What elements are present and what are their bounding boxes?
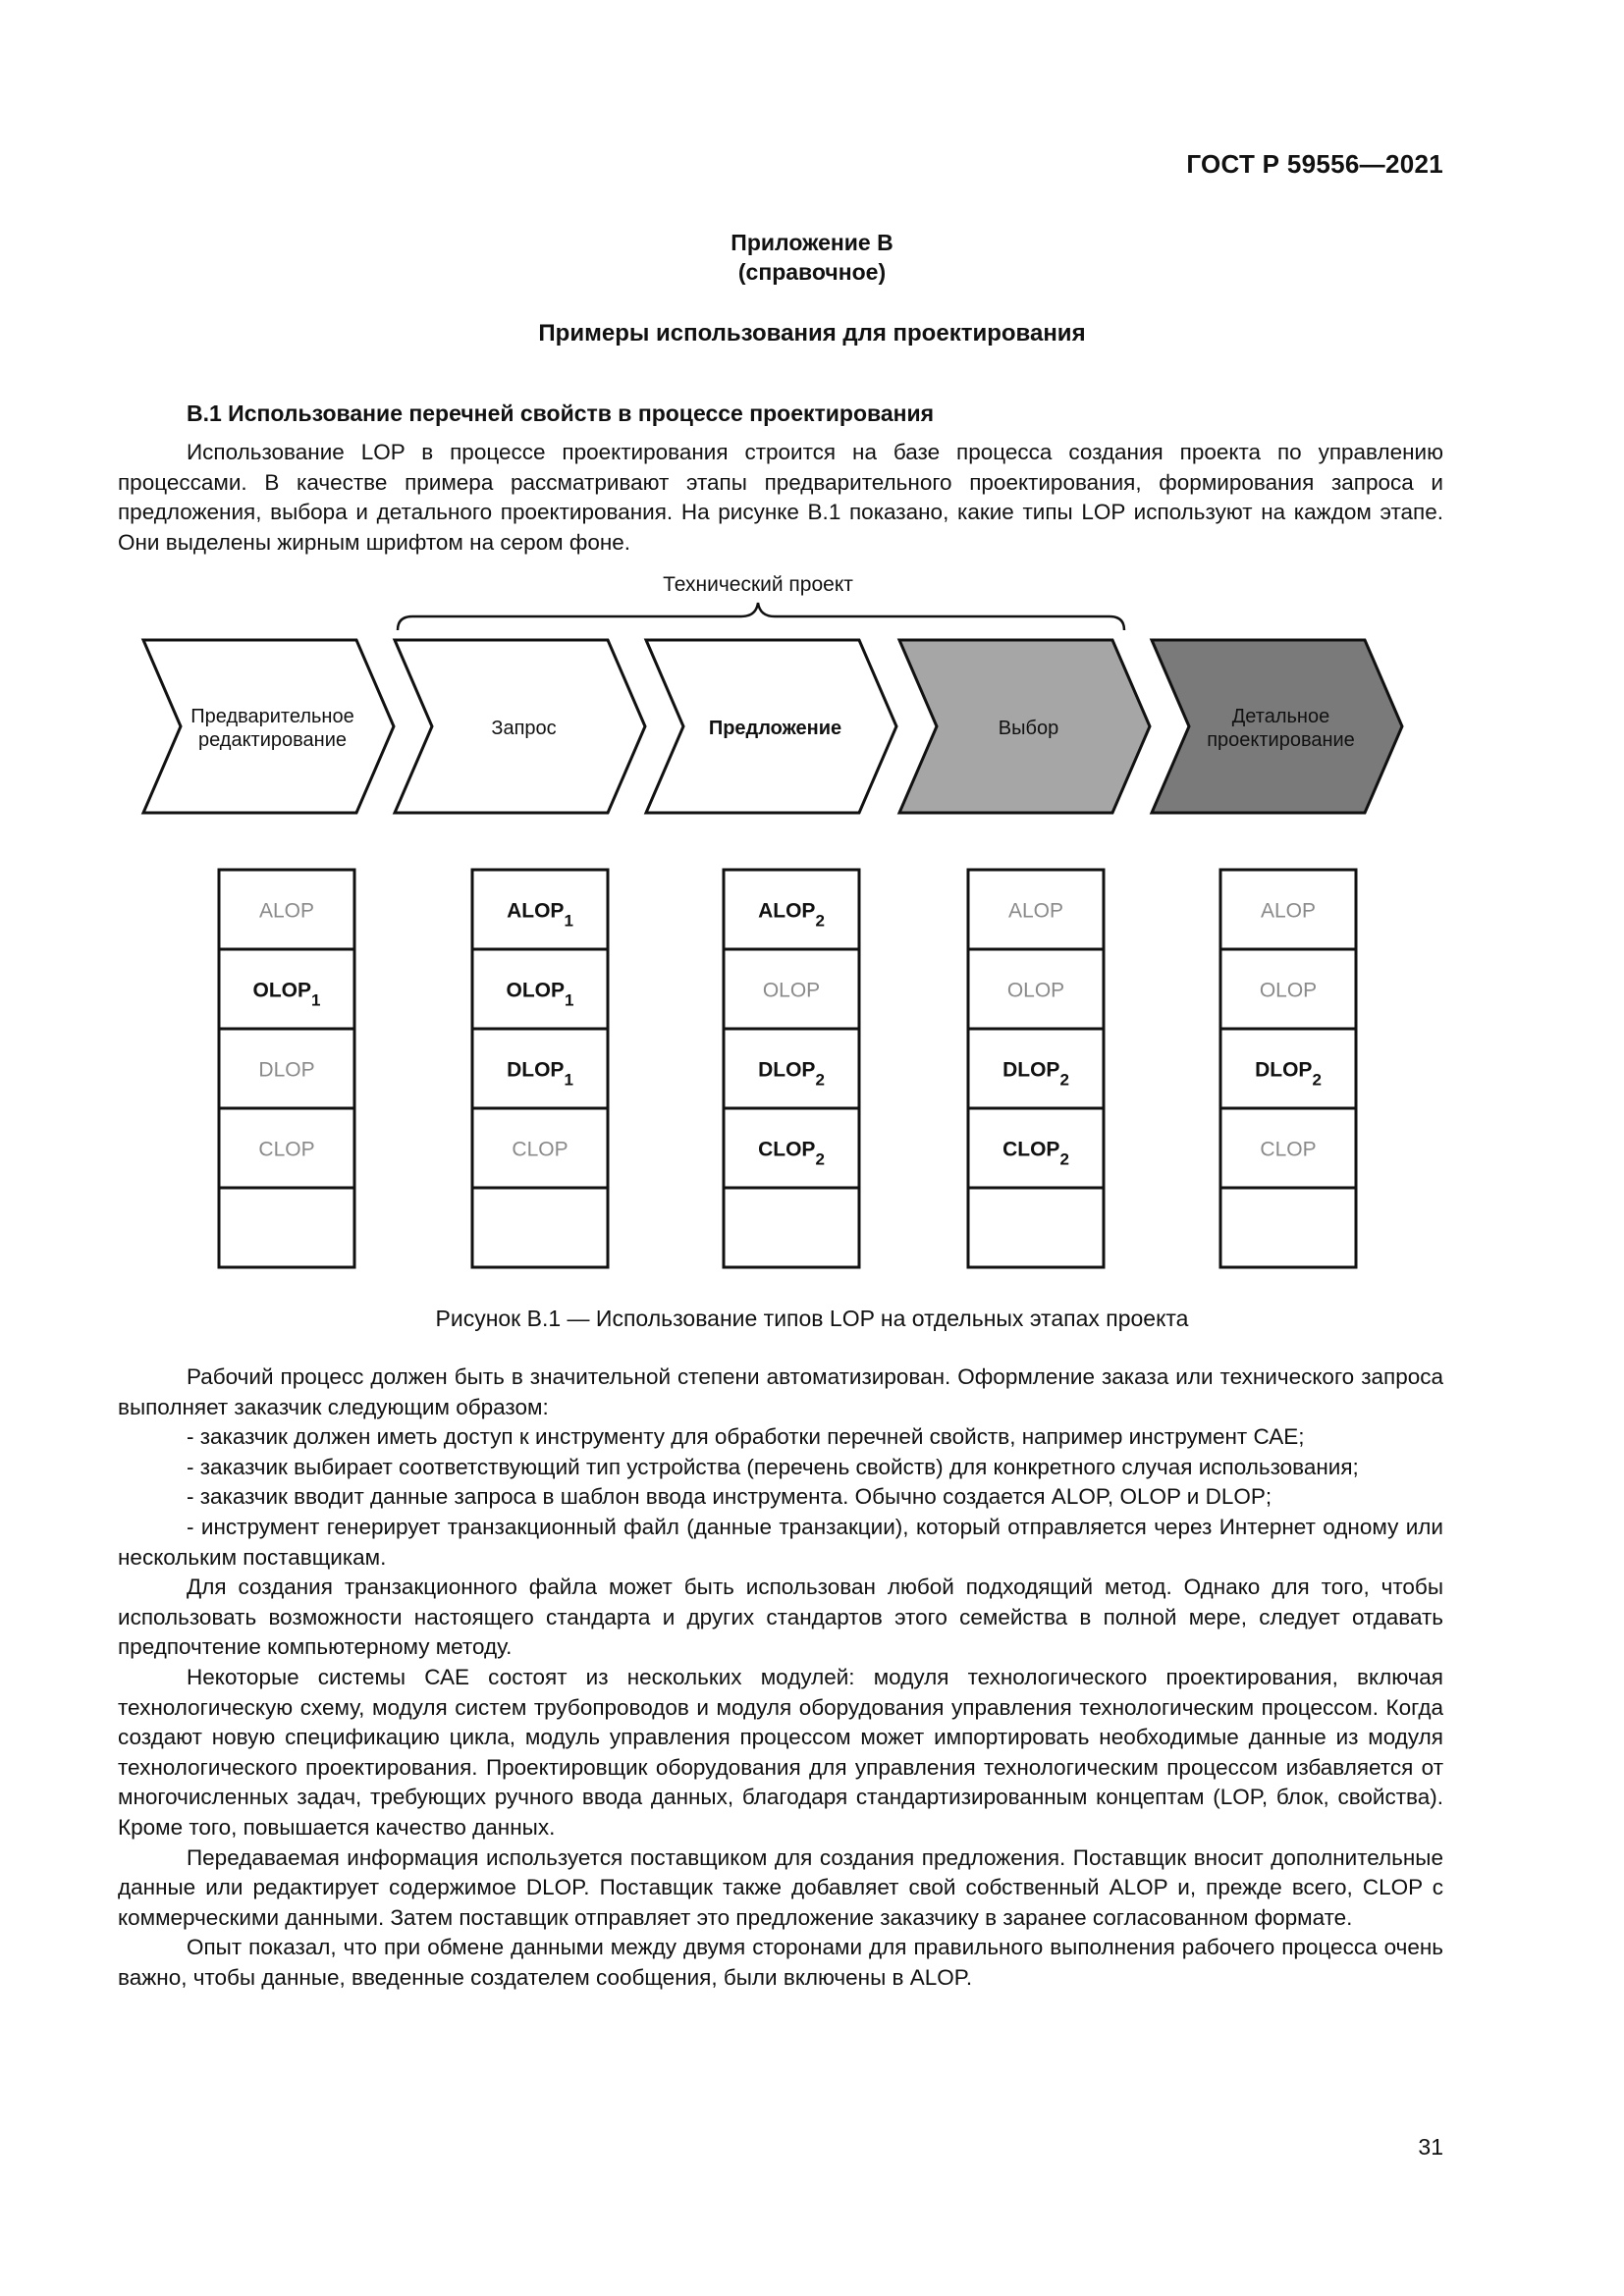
body-paragraph-4: Передаваемая информация используется поставщиком для создания предложения. Поставщик вносит дополнительные данные или редактирует содержимое DLOP. Поставщик также добавляет свой собственный ALOP и, прежде всего, CLOP с коммерческими данными. Затем поставщик отправляет это предложение заказчику в заранее согласованном формате. [118,1844,1443,1930]
bullet-item-1: - заказчик должен иметь доступ к инструменту для обработки перечней свойств, например инструмент САЕ; [187,1424,1305,1450]
stage-label-1-line1: Предварительное [190,706,354,727]
brace-technical-project [398,603,1124,630]
lop-label-col5-row1: ALOP [1260,899,1317,923]
intro-paragraph [118,438,1443,558]
lop-label-col2-row1: $ALOP_1$ [507,899,573,931]
bullet-item-2: - заказчик выбирает соответствующий тип устройства (перечень свойств) для конкретного случая использования; [187,1454,1359,1479]
stage-label-5-line1: Детальное [1231,706,1330,727]
lop-cell-col2-row5 [472,1188,608,1267]
figure-b1 [0,569,1624,1276]
lop-label-col3-row1: $ALOP_2$ [758,899,825,931]
section-title: В.1 Использование перечней свойств в процессе проектирования [187,400,935,426]
lop-label-col4-row4: $CLOP_2$ [1002,1138,1069,1169]
appendix-subtitle: (справочное) [737,259,887,285]
body-paragraph-5: Опыт показал, что при обмене данными между двумя сторонами для правильного выполнения рабочего процесса очень важно, чтобы данные, введенные создателем сообщения, были включены в ALOP. [118,1935,1443,1990]
lop-label-col1-row4: CLOP [258,1138,315,1161]
lop-label-col3-row4: $CLOP_2$ [758,1138,825,1169]
body-paragraph-3: Некоторые системы САЕ состоят из нескольких модулей: модуля технологического проектирования, включая технологическую схему, модуля систем трубопроводов и модуля оборудования управления технологическим процессом. Когда создают новую спецификацию цикла, модуль управления процессом может импортировать необходимые данные из модуля технологического проектирования. Проектировщик оборудования для управления технологическим процессом избавляется от многочисленных задач, требующих ручного ввода данных, благодаря стандартизированным концептам (LOP, блок, свойства). Кроме того, повышается качество данных. [118,1664,1443,1840]
lop-label-col4-row1: ALOP [1007,899,1064,923]
lop-cell-col1-row5 [219,1188,354,1267]
lop-stages-diagram [0,569,1624,1276]
body-paragraph-2: Для создания транзакционного файла может быть использован любой подходящий метод. Однако для того, чтобы использовать возможности настоящего стандарта и других стандартов этого семейства в полной мере, следует отдавать предпочтение компьютерному методу. [118,1575,1443,1660]
stage-label-4: Выбор [998,718,1059,739]
lop-label-col1-row2: $OLOP_1$ [252,979,321,1010]
body-paragraph-1: Рабочий процесс должен быть в значительной степени автоматизирован. Оформление заказа или технического запроса выполняет заказчик следующим образом: [118,1364,1443,1419]
lop-cell-col3-row5 [724,1188,859,1267]
lop-label-col2-row2: $OLOP_1$ [506,979,574,1010]
lop-label-col5-row4: CLOP [1260,1138,1317,1161]
lop-label-col2-row3: $DLOP_1$ [507,1058,573,1090]
lop-label-col1-row1: ALOP [258,899,315,923]
body-text [118,1362,1443,1993]
lop-label-col4-row2: OLOP [1006,979,1065,1002]
page-number: 31 [1418,2134,1443,2160]
intro-text: Использование LOP в процессе проектирования строится на базе процесса создания проекта по управлению процессами. В качестве примера рассматривают этапы предварительного проектирования, формирования запроса и предложения, выбора и детального проектирования. На рисунке В.1 показано, какие типы LOP используют на каждом этапе. Они выделены жирным шрифтом на сером фоне. [118,440,1443,555]
stage-label-3: Предложение [708,718,842,739]
main-title: Примеры использования для проектирования [538,320,1086,347]
appendix-title: Приложение В [731,230,893,255]
lop-cell-col5-row5 [1220,1188,1356,1267]
brace-label: Технический проект [663,573,853,596]
stage-label-2: Запрос [491,718,557,739]
stage-label-1-line2: редактирование [197,729,348,751]
lop-label-col4-row3: $DLOP_2$ [1002,1058,1069,1090]
lop-label-col1-row3: DLOP [258,1058,315,1082]
lop-cell-col4-row5 [968,1188,1104,1267]
figure-caption: Рисунок В.1 — Использование типов LOP на отдельных этапах проекта [435,1306,1189,1331]
appendix-heading [0,228,1624,287]
lop-label-col5-row2: OLOP [1259,979,1318,1002]
lop-label-col3-row3: $DLOP_2$ [758,1058,825,1090]
stage-label-5-line2: проектирование [1207,729,1355,751]
standard-number: ГОСТ Р 59556—2021 [1186,149,1443,179]
bullet-item-3: - заказчик вводит данные запроса в шаблон ввода инструмента. Обычно создается ALOP, OLOP и DLOP; [187,1484,1272,1510]
lop-label-col5-row3: $DLOP_2$ [1255,1058,1322,1090]
lop-label-col3-row2: OLOP [762,979,821,1002]
bullet-item-4: - инструмент генерирует транзакционный файл (данные транзакции), который отправляется через Интернет одному или нескольким поставщикам. [118,1514,1443,1570]
lop-label-col2-row4: CLOP [512,1138,568,1161]
